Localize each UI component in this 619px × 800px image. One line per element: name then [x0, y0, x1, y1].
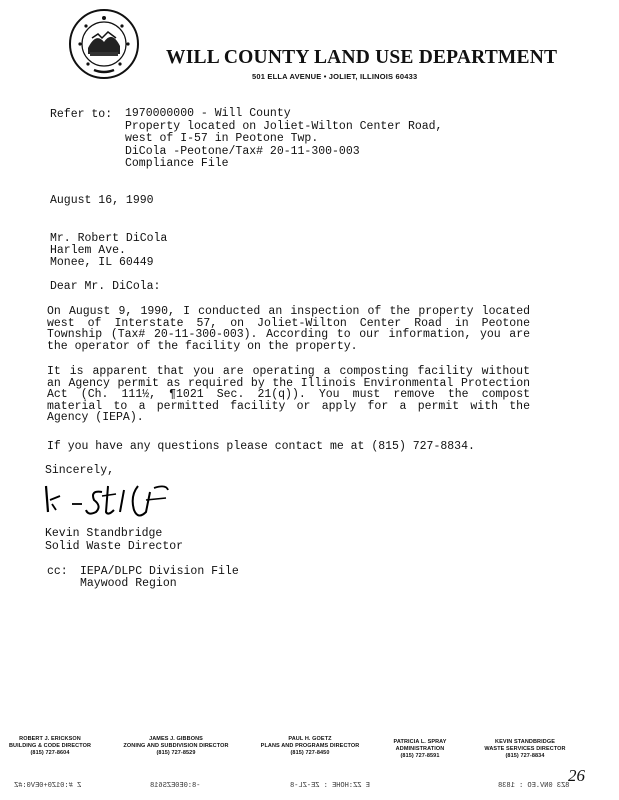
closing: Sincerely, [45, 464, 115, 477]
cc-line: Maywood Region [80, 577, 177, 590]
fax-strip-text: 8Z3 0NV.EO : 1838 [498, 782, 570, 790]
footer-staff-entry [5, 736, 95, 757]
recipient-name: Mr. Robert DiCola [50, 232, 168, 245]
reference-block [125, 108, 442, 171]
footer-staff-name: JAMES J. GIBBONS [149, 736, 203, 742]
footer-staff-entry [256, 736, 364, 757]
footer-staff-phone: (815) 727-8834 [505, 753, 545, 759]
handwritten-signature [42, 482, 182, 522]
reference-line: Property located on Joliet-Wilton Center Road, [125, 119, 443, 133]
fax-strip-text: Z #:01Z0+0EV0:#Z [14, 782, 82, 790]
letter-date: August 16, 1990 [50, 194, 154, 207]
department-title: WILL COUNTY LAND USE DEPARTMENT [166, 47, 558, 68]
reference-line: Compliance File [125, 157, 229, 170]
footer-staff-title: ZONING AND SUBDIVISION DIRECTOR [123, 743, 229, 749]
recipient-street: Harlem Ave. [50, 244, 126, 257]
body-paragraph-1: On August 9, 1990, I conducted an inspection of the property located west of Interstate 57, on Joliet-Wilton Center Road in Peotone Township (Tax# 20-11-300-003). According to our information, you are the operator of the facility on the property. [47, 305, 530, 353]
footer-staff-entry [378, 739, 462, 760]
cc-label: cc: [47, 565, 68, 578]
recipient-city: Monee, IL 60449 [50, 256, 154, 269]
signer-name: Kevin Standbridge [45, 527, 163, 540]
footer-staff-name: PATRICIA L. SPRAY [393, 739, 447, 745]
footer-staff-title: BUILDING & CODE DIRECTOR [8, 743, 92, 749]
footer-staff-name: KEVIN STANDBRIDGE [495, 739, 555, 745]
body-paragraph-3: If you have any questions please contact me at (815) 727-8834. [47, 440, 475, 453]
footer-staff-entry [476, 739, 574, 760]
body-paragraph-2: It is apparent that you are operating a composting facility without an Agency permit as required by the Illinois Environmental Protection Act (Ch. 111½, ¶1021 Sec. 21(q)). You must remove the compost material to a permitted facility or apply for a permit with the Agency (IEPA). [47, 365, 530, 425]
footer-staff-phone: (815) 727-8604 [30, 750, 70, 756]
page-number: 26 [568, 766, 585, 785]
footer-staff-entry [114, 736, 238, 757]
footer-staff-phone: (815) 727-8591 [400, 753, 440, 759]
county-seal [68, 8, 140, 80]
fax-strip-text: -8:0E0EZS618 [150, 782, 201, 790]
footer-staff-name: ROBERT J. ERICKSON [19, 736, 81, 742]
reference-line: DiCola -Peotone/Tax# 20-11-300-003 [125, 144, 360, 158]
reference-line: west of I-57 in Peotone Twp. [125, 132, 319, 145]
footer-staff-title: PLANS AND PROGRAMS DIRECTOR [260, 743, 360, 749]
footer-staff-title: WASTE SERVICES DIRECTOR [484, 746, 566, 752]
refer-to-label: Refer to: [50, 108, 113, 121]
signer-title: Solid Waste Director [45, 540, 184, 553]
footer-staff-phone: (815) 727-8529 [156, 750, 196, 756]
cc-line: IEPA/DLPC Division File [80, 565, 239, 578]
reference-line: 1970000000 - Will County [125, 107, 291, 120]
salutation: Dear Mr. DiCola: [50, 280, 161, 293]
footer-staff-title: ADMINISTRATION [395, 746, 445, 752]
footer-staff-name: PAUL H. GOETZ [288, 736, 332, 742]
fax-strip-text: E ZZ:HOHE : ZE-ZL-8 [290, 782, 370, 790]
department-address: 501 ELLA AVENUE • JOLIET, ILLINOIS 60433 [252, 72, 418, 81]
footer-staff-phone: (815) 727-8450 [290, 750, 330, 756]
